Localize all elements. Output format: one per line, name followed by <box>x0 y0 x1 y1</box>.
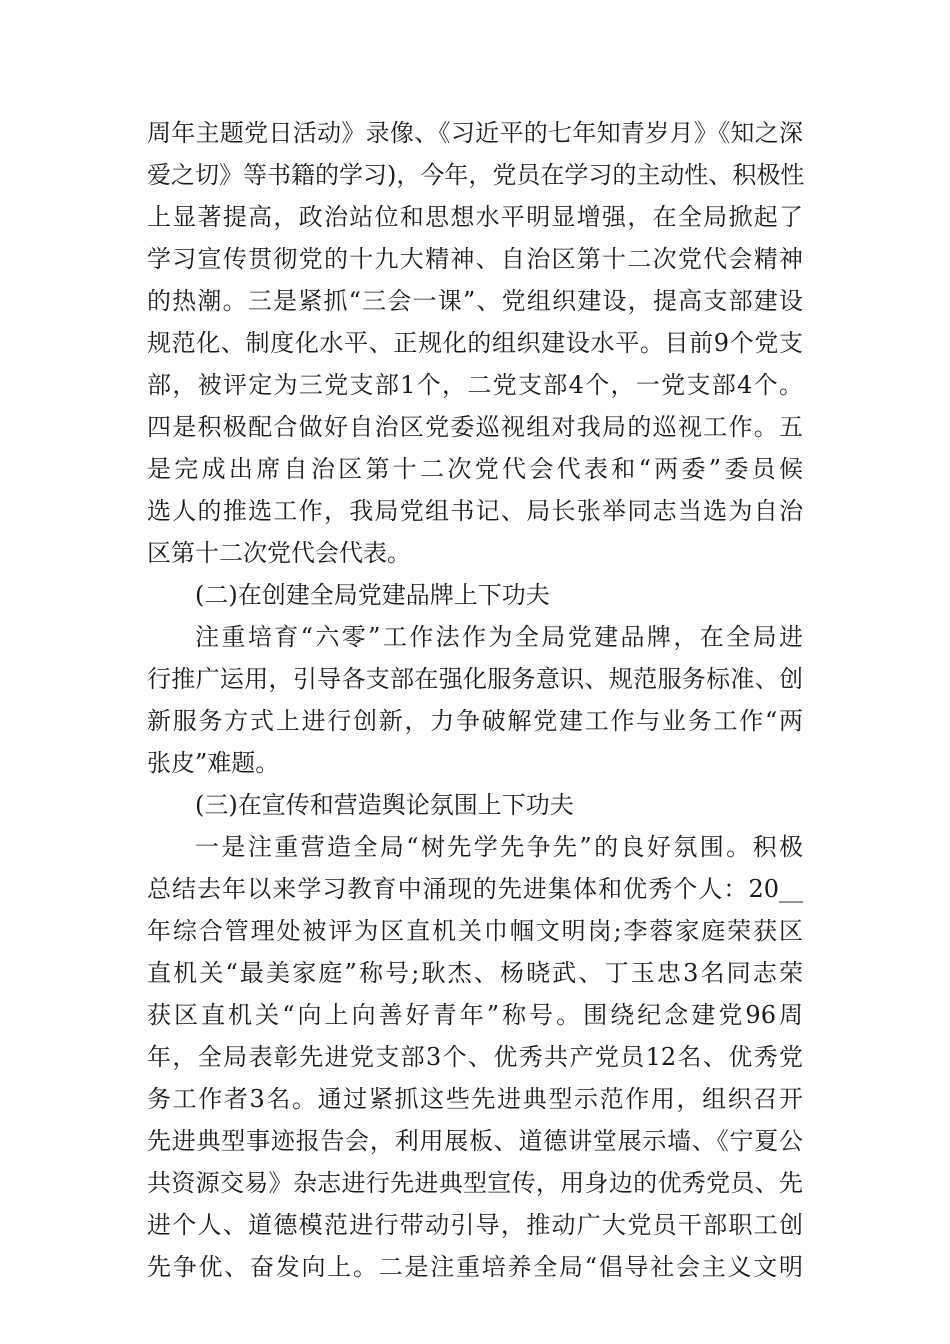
text-line: 年，全局表彰先进党支部3个、优秀共产党员12名、优秀党 <box>147 1043 803 1071</box>
text-line: 选人的推选工作，我局党组书记、局长张举同志当选为自治 <box>147 497 803 525</box>
text-line: 区第十二次党代会代表。 <box>147 539 411 567</box>
text-line: 直机关“最美家庭”称号;耿杰、杨晓武、丁玉忠3名同志荣 <box>147 959 803 987</box>
section-heading: (三)在宣传和营造舆论氛围上下功夫 <box>195 791 574 819</box>
text-line: 学习宣传贯彻党的十九大精神、自治区第十二次党代会精神 <box>147 245 803 273</box>
text-line: 先争优、奋发向上。二是注重培养全局“倡导社会主义文明 <box>147 1253 803 1281</box>
text-line: 获区直机关“向上向善好青年”称号。围绕纪念建党96周 <box>147 1001 803 1029</box>
text-line: 新服务方式上进行创新，力争破解党建工作与业务工作“两 <box>147 707 803 735</box>
text-line: 行推广运用，引导各支部在强化服务意识、规范服务标准、创 <box>147 665 803 693</box>
text-line: 注重培育“六零”工作法作为全局党建品牌，在全局进 <box>195 623 803 651</box>
text-line: 部，被评定为三党支部1个，二党支部4个，一党支部4个。 <box>147 371 803 399</box>
text-line: 四是积极配合做好自治区党委巡视组对我局的巡视工作。五 <box>147 413 803 441</box>
text-line: 年综合管理处被评为区直机关巾帼文明岗;李蓉家庭荣获区 <box>147 917 803 945</box>
text-line: 一是注重营造全局“树先学先争先”的良好氛围。积极 <box>195 833 803 861</box>
text-line: 上显著提高，政治站位和思想水平明显增强，在全局掀起了 <box>147 203 803 231</box>
text-line: 共资源交易》杂志进行先进典型宣传，用身边的优秀党员、先 <box>147 1169 803 1197</box>
text-line: 务工作者3名。通过紧抓这些先进典型示范作用，组织召开 <box>147 1085 803 1113</box>
text-line: 进个人、道德模范进行带动引导，推动广大党员干部职工创 <box>147 1211 803 1239</box>
text-line: 先进典型事迹报告会，利用展板、道德讲堂展示墙、《宁夏公 <box>147 1127 803 1155</box>
text-line: 是完成出席自治区第十二次党代会代表和“两委”委员候 <box>147 455 803 483</box>
text-line: 总结去年以来学习教育中涌现的先进集体和优秀个人：20__ <box>147 875 803 903</box>
text-line: 的热潮。三是紧抓“三会一课”、党组织建设，提高支部建设 <box>147 287 803 315</box>
text-line: 张皮”难题。 <box>147 749 280 777</box>
text-line: 周年主题党日活动》录像、《习近平的七年知青岁月》《知之深 <box>147 119 803 147</box>
text-line: 爱之切》等书籍的学习)，今年，党员在学习的主动性、积极性 <box>147 161 805 189</box>
text-line: 规范化、制度化水平、正规化的组织建设水平。目前9个党支 <box>147 329 803 357</box>
section-heading: (二)在创建全局党建品牌上下功夫 <box>195 581 550 609</box>
